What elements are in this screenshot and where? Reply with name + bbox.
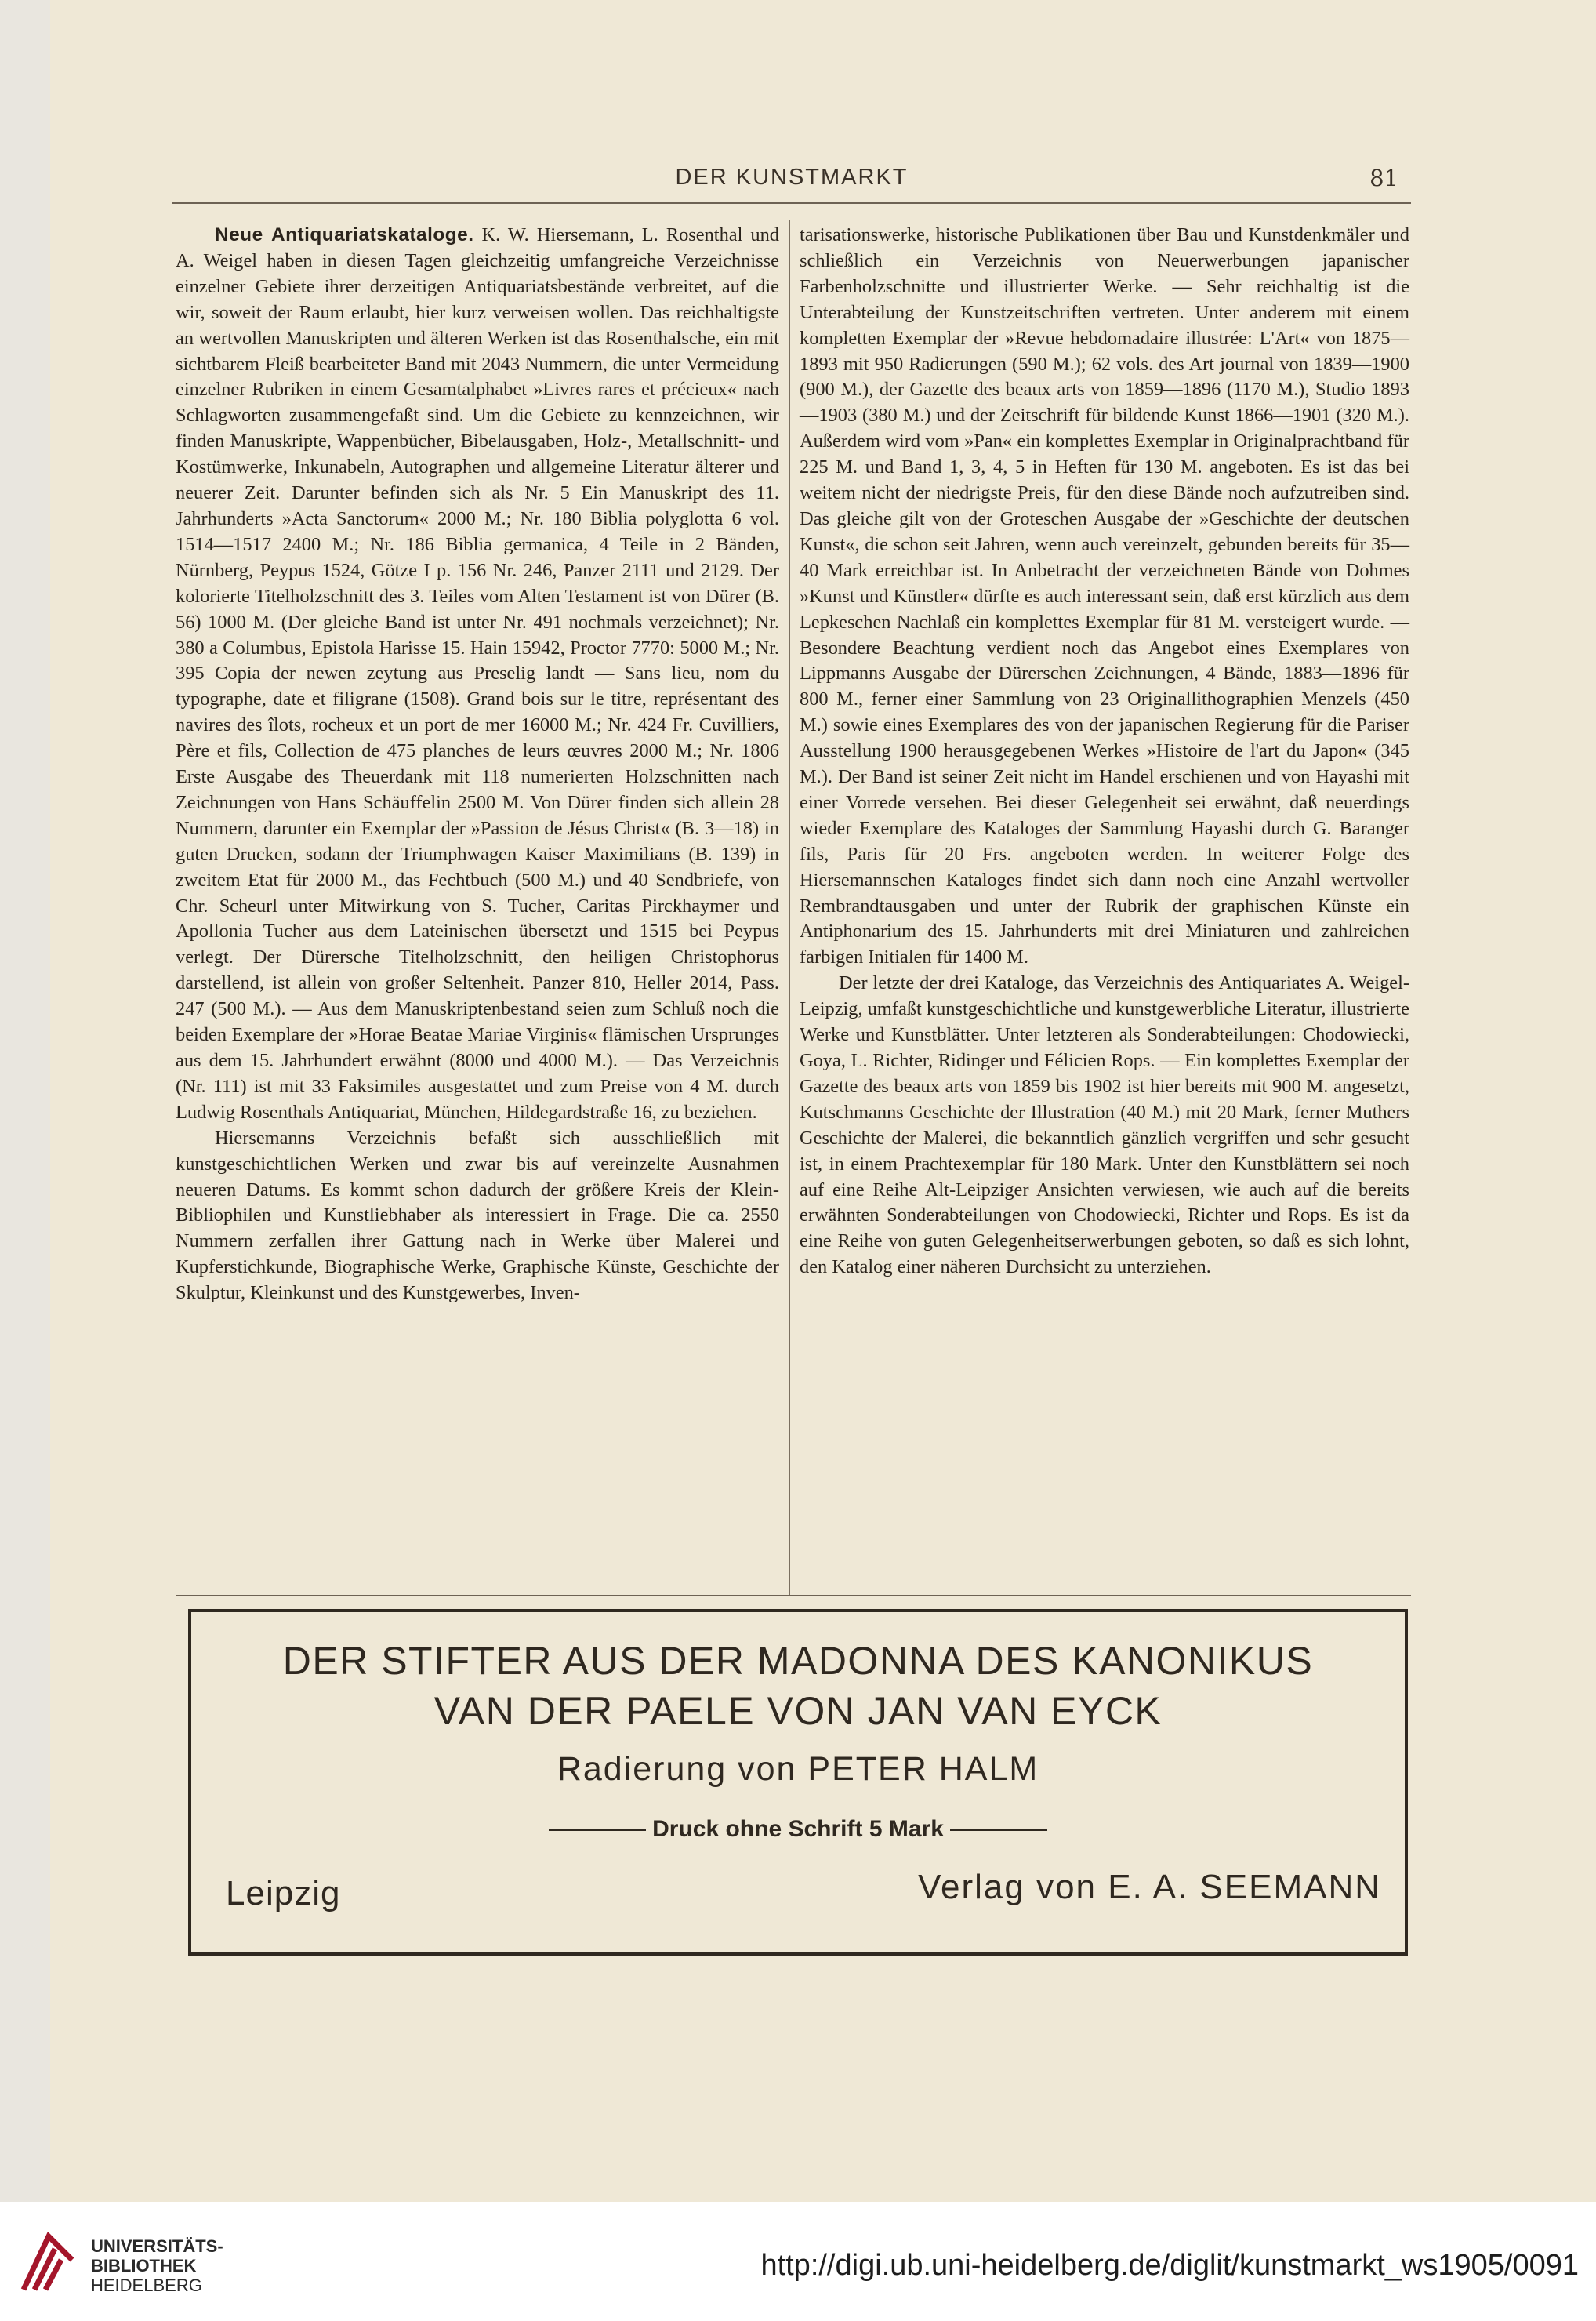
paragraph xyxy=(176,223,779,1126)
ad-city: Leipzig xyxy=(226,1874,341,1912)
paragraph: Hiersemanns Verzeichnis befaßt sich ausschließlich mit kunstgeschichtlichen Werken und zwar bis auf vereinzelte Ausnahmen neueren Datums. Es kommt schon dadurch der größere Kreis der Klein-Bibliophilen und Kunstliebhaber als interessiert in Frage. Die ca. 2550 Nummern zerfallen ihrer Gattung nach in Werke über Malerei und Kupferstichkunde, Biographische Werke, Graphische Künste, Geschichte der Skulptur, Kleinkunst und des Kunstgewerbes, Inven- xyxy=(176,1127,779,1304)
paragraph-text: K. W. Hiersemann, L. Rosenthal und A. Weigel haben in diesen Tagen gleichzeitig umfangreiche Verzeichnisse einzelner Gebiete ihrer derzeitigen Antiquariatsbestände verbreitet, auf die wir, soweit der Raum erlaubt, hier kurz verweisen wollen. Das reichhaltigste an wertvollen Manuskripten und älteren Werken ist das Rosenthalsche, ein mit sichtbarem Fleiß bearbeiteter Band mit 2043 Nummern, die unter Vermeidung einzelner Rubriken in einem Gesamtalphabet »Livres rares et précieux« nach Schlagworten zusammengefaßt sind. Um die Gebiete zu kennzeichnen, wir finden Manuskripte, Wappenbücher, Bibelausgaben, Holz-, Metallschnitt- und Kostümwerke, Inkunabeln, Autographen und allgemeine Literatur älterer und neuerer Zeit. Darunter befinden sich als Nr. 5 Ein Manuskript des 11. Jahrhunderts »Acta Sanctorum« 2000 M.; Nr. 180 Biblia polyglotta 6 vol. 1514—1517 2400 M.; Nr. 186 Biblia germanica, 4 Teile in 2 Bänden, Nürnberg, Peypus 1524, Götze I p. 156 Nr. 246, Panzer 2111 und 2129. Der kolorierte Titelholzschnitt des 3. Teiles vom Alten Testament ist von Dürer (B. 56) 1000 M. (Der gleiche Band ist unter Nr. 491 nochmals verzeichnet); Nr. 380 a Columbus, Epistola Harisse 15. Hain 15942, Proctor 7770: 5000 M.; Nr. 395 Copia der newen zeytung aus Preselig landt — Sans lieu, nom du typographe, date et filigrane (1508). Grand bois sur le titre, représentant des navires des îlots, rocheux et un port de mer 16000 M.; Nr. 424 Fr. Cuvilliers, Père et fils, Collection de 475 planches de leurs œuvres 2000 M.; Nr. 1806 Erste Ausgabe des Theuerdank mit 118 numerierten Holzschnitten nach Zeichnungen von Hans Schäuffelin 2500 M. Von Dürer finden sich allein 28 Nummern, darunter ein Exemplar der »Passion de Jésus Christ« (B. 3—18) in guten Drucken, sodann der Triumphwagen Kaiser Maximilians (B. 139) in zweitem Etat für 2000 M., das Fechtbuch (500 M.) und 40 Sendbriefe, von Chr. Scheurl unter Mitwirkung von S. Tucher, Caritas Pirckhaymer und Apollonia Tucher aus dem Lateinischen übersetzt und 1515 bei Peypus verlegt. Der Dürersche Titelholzschnitt, den heiligen Christophorus darstellend, ist allein von großer Seltenheit. Panzer 810, Heller 2014, Pass. 247 (500 M.). — Aus dem Manuskriptenbestand seien zum Schluß noch die beiden Exemplare der »Horae Beatae Mariae Virginis« flämischen Ursprunges aus dem 15. Jahrhundert erwähnt (8000 und 4000 M.). — Das Verzeichnis (Nr. 111) ist mit 33 Faksimiles ausgestattet und zum Preise von 4 M. durch Ludwig Rosenthals Antiquariat, München, Hildegardstraße 16, zu beziehen. xyxy=(176,224,780,1123)
footer-bar xyxy=(0,2202,1596,2321)
right-column xyxy=(800,223,1409,1280)
ub-heidelberg-logo-icon xyxy=(17,2228,77,2294)
ad-headline-line-1: DER STIFTER AUS DER MADONNA DES KANONIKUS xyxy=(282,1639,1314,1683)
source-url[interactable]: http://digi.ub.uni-heidelberg.de/diglit/kunstmarkt_ws1905/0091 xyxy=(760,2249,1579,2282)
horizontal-rule xyxy=(176,1595,1411,1596)
ad-price-note xyxy=(191,1816,1405,1843)
ad-headline-line-2: VAN DER PAELE VON JAN VAN EYCK xyxy=(433,1689,1163,1733)
column-divider xyxy=(789,220,790,1596)
left-column xyxy=(176,223,779,1306)
running-head-title: DER KUNSTMARKT xyxy=(675,165,909,190)
ad-price-text: Druck ohne Schrift 5 Mark xyxy=(652,1816,944,1842)
paragraph: Der letzte der drei Kataloge, das Verzeichnis des Antiquariates A. Weigel-Leipzig, umfaßt kunstgeschichtliche und kunstgewerbliche Literatur, illustrierte Werke und Kunstblätter. Unter letzteren als Sonderabteilungen: Chodowiecki, Goya, L. Richter, Ridinger und Félicien Rops. — Ein komplettes Exemplar der Gazette des beaux arts von 1859 bis 1902 ist hier bereits mit 900 M. angesetzt, Kutschmanns Geschichte der Illustration (40 M.) mit 20 Mark, ferner Muthers Geschichte der Malerei, die bekanntlich gänzlich vergriffen und sehr gesucht ist, in einem Prachtexemplar für 180 Mark. Unter den Kunstblättern sei noch auf eine Reihe Alt-Leipziger Ansichten verwiesen, wie auch auf die bereits erwähnten Sonderabteilungen von Chodowiecki, Richter und Rops. Es ist da eine Reihe von guten Gelegenheitserwerbungen geboten, so daß es sich lohnt, den Katalog einer näheren Durchsicht zu unterziehen. xyxy=(800,972,1409,1278)
ad-headline xyxy=(191,1636,1405,1736)
running-head xyxy=(172,160,1411,204)
ad-publisher: Verlag von E. A. SEEMANN xyxy=(918,1868,1381,1906)
paragraph: tarisationswerke, historische Publikationen über Bau und Kunstdenkmäler und schließlich ein Verzeichnis von Neuerwerbungen japanischer Farbenholzschnitte und illustrierter Werke. — Sehr reichhaltig ist die Unterabteilung der Kunstzeitschriften vertreten. Unter anderem mit einem kompletten Exemplar der »Revue hebdomadaire illustrée: L'Art« von 1875—1893 mit 950 Radierungen (590 M.); 62 vols. des Art journal von 1839—1900 (900 M.), der Gazette des beaux arts von 1859—1896 (1170 M.), Studio 1893—1903 (380 M.) und der Zeitschrift für bildende Kunst 1866—1901 (320 M.). Außerdem wird vom »Pan« ein komplettes Exemplar in Originalprachtband für 225 M. und Band 1, 3, 4, 5 in Heften für 130 M. angeboten. Es ist das bei weitem nicht der niedrigste Preis, für den diese Bände noch aufzutreiben sind. Das gleiche gilt von der Groteschen Ausgabe der »Geschichte der deutschen Kunst«, die schon seit Jahren, wenn auch vereinzelt, gebunden bereits für 35—40 Mark erreichbar ist. In Anbetracht der verzeichneten Bände von Dohmes »Kunst und Künstler« dürfte es auch interessant sein, daß erst kürzlich aus dem Lepkeschen Nachlaß ein komplettes Exemplar für 81 M. versteigert wurde. — Besondere Beachtung verdient noch das Angebot eines Exemplares von Lippmanns Ausgabe der Dürerschen Zeichnungen, 4 Bände, 1883—1896 für 800 M., ferner einer Sammlung von 23 Originallithographien Menzels (450 M.) sowie eines Exemplares des von der japanischen Regierung für die Pariser Ausstellung 1900 herausgegebenen Werkes »Histoire de l'art du Japon« (345 M.). Der Band ist seiner Zeit nicht im Handel erschienen und von Hayashi mit einer Vorrede versehen. Bei dieser Gelegenheit sei erwähnt, daß neuerdings wieder Exemplare des Kataloges der Sammlung Hayashi durch G. Baranger fils, Paris für 20 Frs. angeboten werden. In weiterer Folge des Hiersemannschen Kataloges findet sich dann noch eine Anzahl wertvoller Rembrandtausgaben und unter der Rubrik der graphischen Künste ein Antiphonarium des 15. Jahrhunderts mit drei Miniaturen und zahlreichen farbigen Initialen für 1400 M. xyxy=(800,224,1409,968)
advertisement-box xyxy=(188,1609,1408,1956)
section-heading: Neue Antiquariatskataloge. xyxy=(215,224,474,245)
decorative-rule xyxy=(950,1829,1047,1831)
ad-subline: Radierung von PETER HALM xyxy=(557,1750,1039,1788)
decorative-rule xyxy=(549,1829,646,1831)
institution-name: UNIVERSITÄTS- BIBLIOTHEK HEIDELBERG xyxy=(91,2236,223,2295)
page-number: 81 xyxy=(1369,165,1398,191)
